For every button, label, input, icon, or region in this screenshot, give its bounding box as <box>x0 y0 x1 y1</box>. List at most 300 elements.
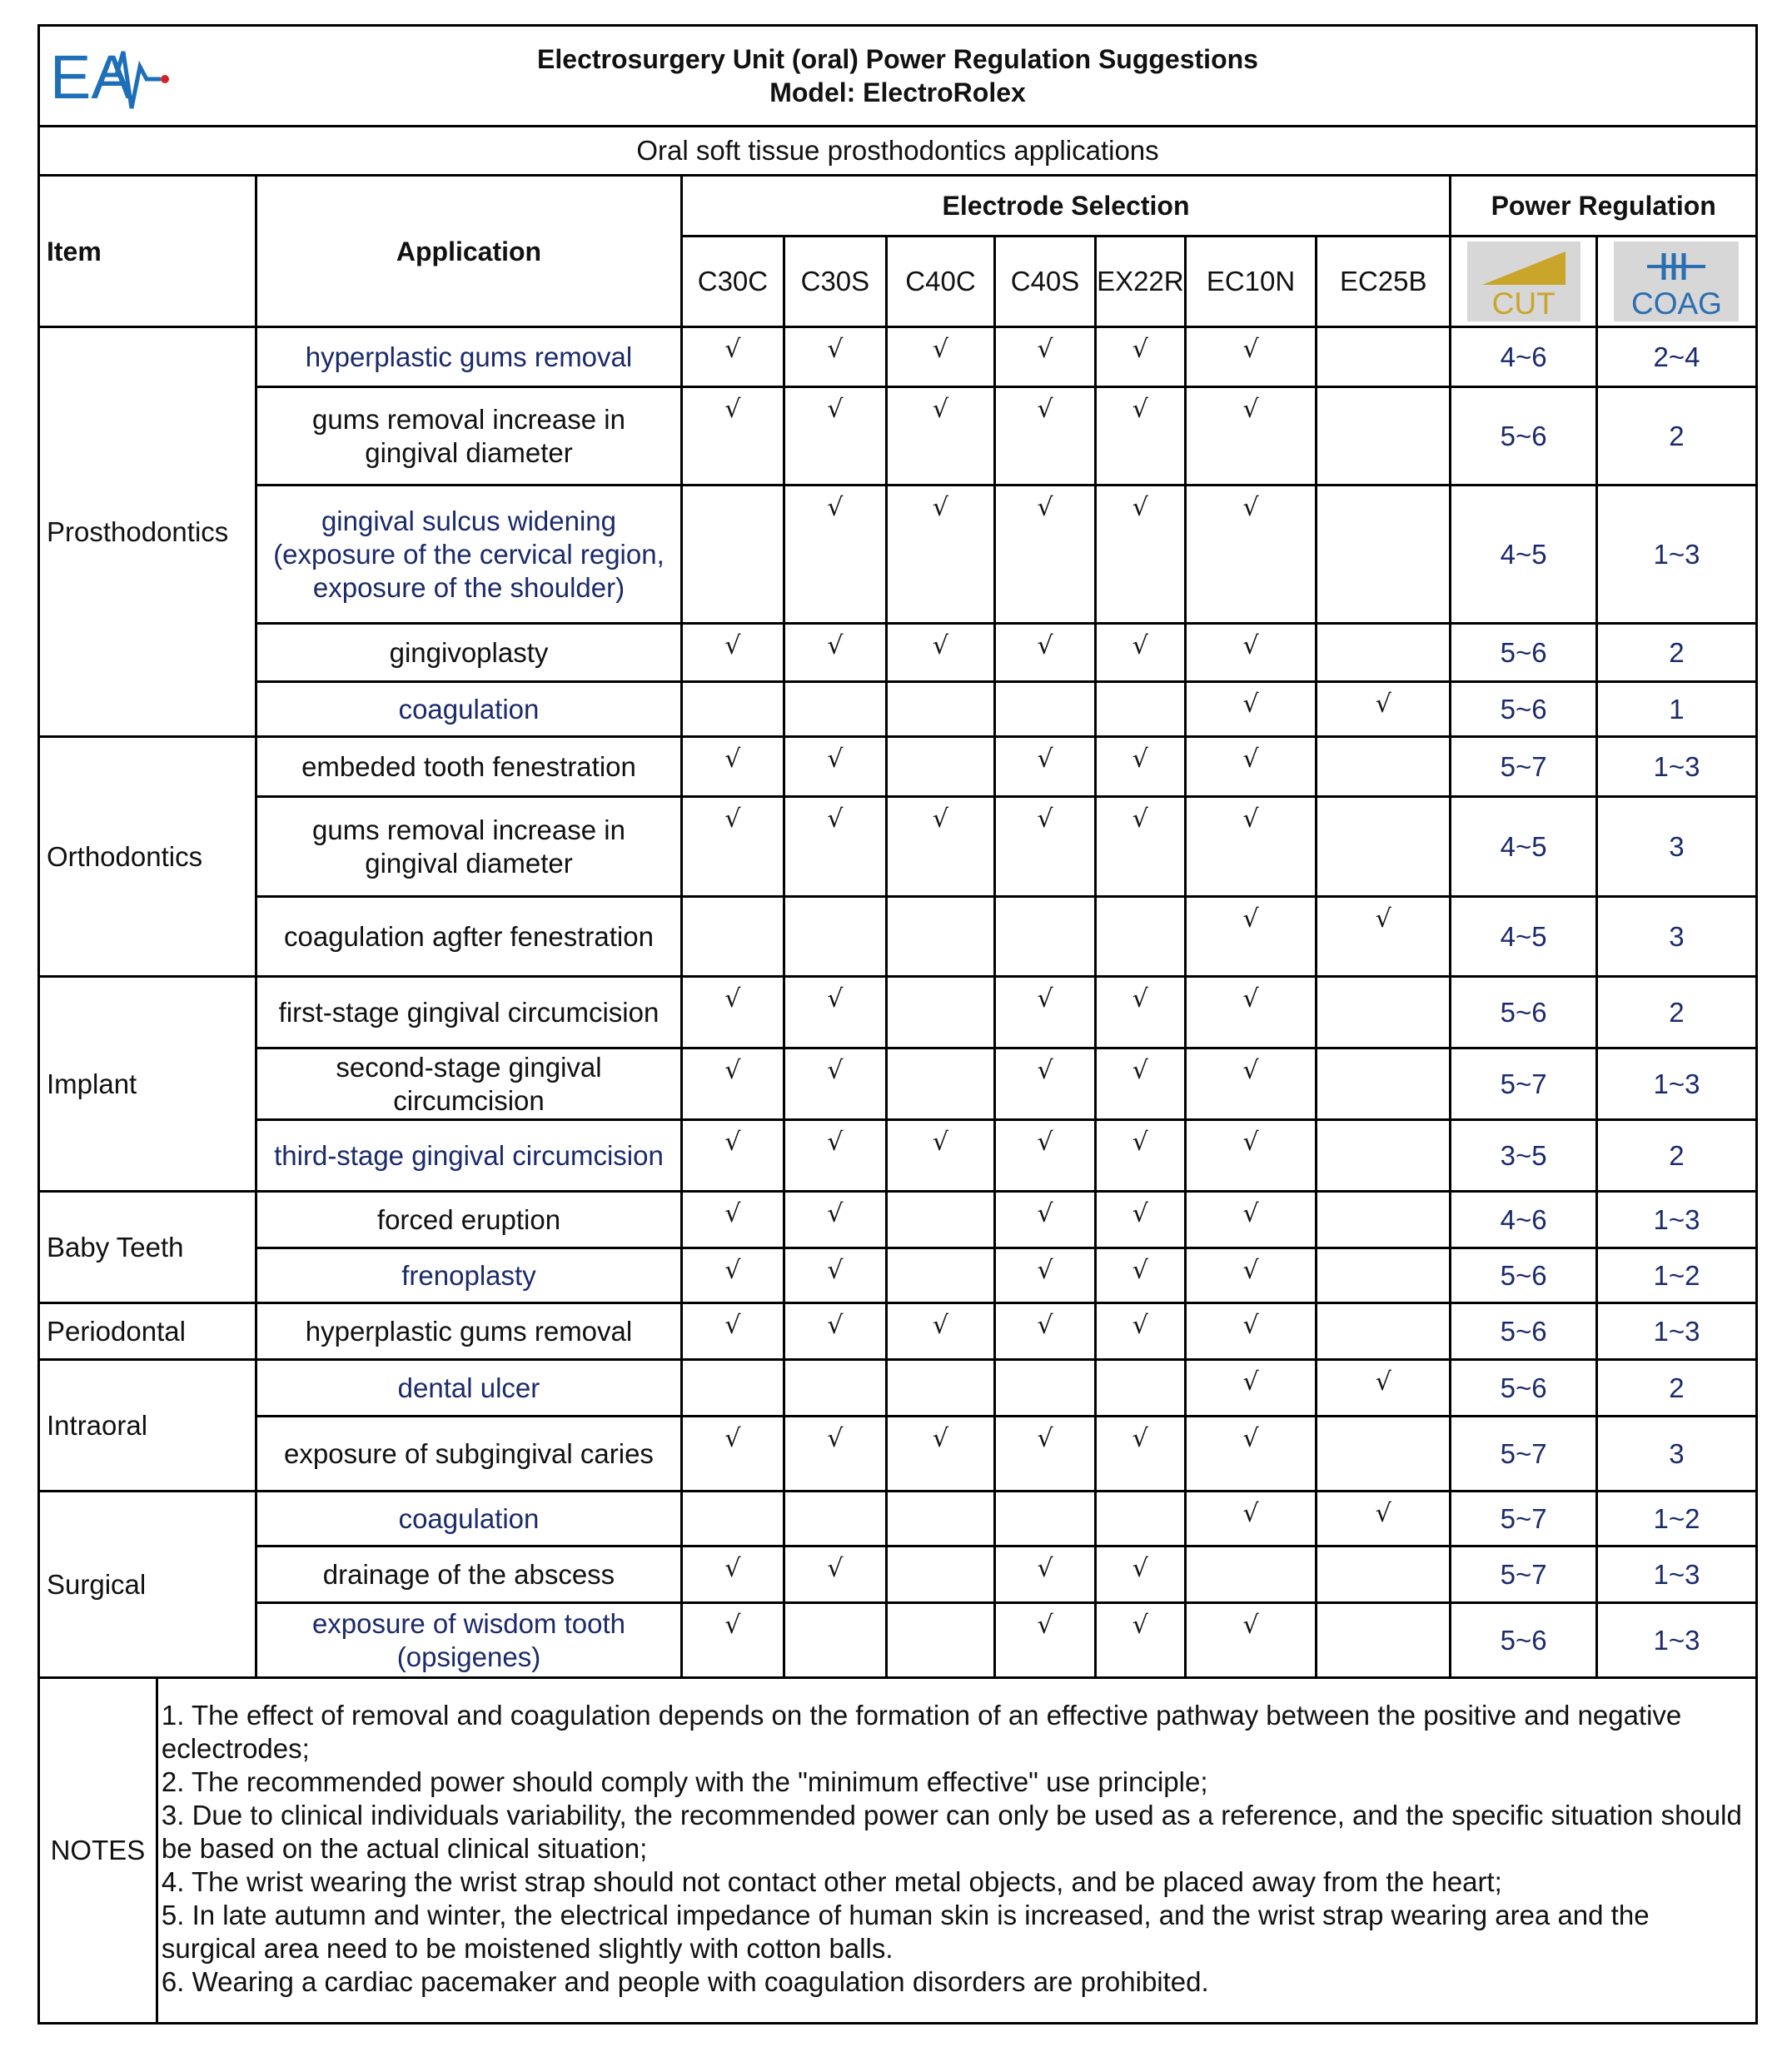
electrode-check-cell <box>1317 897 1451 977</box>
check-mark: √ <box>1132 984 1148 1014</box>
electrode-check-cell <box>681 1360 784 1417</box>
check-mark: √ <box>827 1256 844 1285</box>
electrode-header: EC25B <box>1317 237 1451 327</box>
coag-power-value: 1~2 <box>1596 1492 1756 1546</box>
application-cell: frenoplasty <box>256 1248 681 1303</box>
application-cell: hyperplastic gums removal <box>256 1303 681 1360</box>
company-logo-icon <box>48 33 173 121</box>
cut-power-value: 5~6 <box>1451 977 1597 1048</box>
check-mark: √ <box>1242 1199 1259 1228</box>
check-mark: √ <box>827 1554 844 1583</box>
check-mark: √ <box>1037 395 1053 424</box>
check-mark: √ <box>827 493 844 522</box>
electrode-check-cell <box>1317 1120 1451 1192</box>
note-line: 6. Wearing a cardiac pacemaker and people with coagulation disorders are prohibited. <box>161 1966 1209 1997</box>
electrode-check-cell <box>784 897 886 977</box>
electrode-check-cell <box>1317 387 1451 486</box>
electrode-header: C30C <box>681 237 784 327</box>
electrode-check-cell <box>681 897 784 977</box>
electrode-header: C40C <box>886 237 995 327</box>
electrode-check-cell <box>995 797 1095 897</box>
electrode-check-cell <box>784 1546 886 1603</box>
electrode-check-cell <box>886 897 995 977</box>
coag-power-value: 3 <box>1596 797 1756 897</box>
electrode-check-cell <box>1317 682 1451 737</box>
electrode-check-cell <box>784 1417 886 1492</box>
note-line: 2. The recommended power should comply with the "minimum effective" use principle; <box>161 1766 1208 1797</box>
check-mark: √ <box>724 1611 741 1640</box>
electrode-check-cell <box>995 1303 1095 1360</box>
electrode-check-cell <box>1095 1417 1185 1492</box>
table-row <box>39 624 1757 682</box>
electrode-check-cell <box>1317 327 1451 387</box>
electrode-check-cell <box>995 624 1095 682</box>
electrode-check-cell <box>995 1120 1095 1192</box>
electrode-header: C30S <box>784 237 886 327</box>
electrode-check-cell <box>886 977 995 1048</box>
check-mark: √ <box>827 745 844 774</box>
coag-power-value: 3 <box>1596 897 1756 977</box>
check-mark: √ <box>1132 1311 1148 1340</box>
electrode-check-cell <box>681 1248 784 1303</box>
item-category: Orthodontics <box>39 737 256 977</box>
check-mark: √ <box>1132 335 1148 364</box>
check-mark: √ <box>1242 1424 1259 1453</box>
logo-text: EA <box>50 42 132 112</box>
check-mark: √ <box>827 804 844 834</box>
electrode-check-cell <box>886 682 995 737</box>
electrode-check-cell <box>1185 387 1316 486</box>
check-mark: √ <box>827 631 844 660</box>
note-line: 1. The effect of removal and coagulation depends on the formation of an effective pathway between the positive and negative eclectrodes; <box>161 1700 1682 1764</box>
table-row <box>39 387 1757 486</box>
check-mark: √ <box>932 804 949 834</box>
electrode-check-cell <box>1095 977 1185 1048</box>
check-mark: √ <box>724 984 741 1014</box>
check-mark: √ <box>1132 1256 1148 1285</box>
coag-power-value: 1~3 <box>1596 1048 1756 1120</box>
coag-power-value: 2 <box>1596 1120 1756 1192</box>
check-mark: √ <box>724 631 741 660</box>
electrode-check-cell <box>1185 977 1316 1048</box>
electrode-check-cell <box>1095 624 1185 682</box>
check-mark: √ <box>724 1056 741 1085</box>
note-line: 4. The wrist wearing the wrist strap should not contact other metal objects, and be placed away from the heart; <box>161 1866 1502 1897</box>
check-mark: √ <box>1242 1611 1259 1640</box>
coag-power-value: 1~3 <box>1596 737 1756 797</box>
check-mark: √ <box>1037 493 1053 522</box>
cut-power-value: 5~6 <box>1451 1303 1597 1360</box>
electrode-check-cell <box>681 797 784 897</box>
electrode-check-cell <box>995 1603 1095 1678</box>
electrode-check-cell <box>784 1048 886 1120</box>
coag-power-value: 2 <box>1596 977 1756 1048</box>
electrode-check-cell <box>784 977 886 1048</box>
electrode-check-cell <box>995 897 1095 977</box>
item-category: Prosthodontics <box>39 327 256 737</box>
item-category: Baby Teeth <box>39 1192 256 1303</box>
header-power-regulation: Power Regulation <box>1451 176 1757 237</box>
electrode-check-cell <box>886 1360 995 1417</box>
check-mark: √ <box>932 631 949 660</box>
check-mark: √ <box>827 395 844 424</box>
table-row <box>39 1360 1757 1417</box>
check-mark: √ <box>827 1424 844 1453</box>
notes-body <box>157 1678 1756 2024</box>
electrode-check-cell <box>1185 1417 1316 1492</box>
check-mark: √ <box>724 1554 741 1583</box>
cut-power-value: 5~6 <box>1451 387 1597 486</box>
item-category: Implant <box>39 977 256 1192</box>
check-mark: √ <box>1132 1128 1148 1157</box>
cut-power-value: 4~5 <box>1451 486 1597 624</box>
check-mark: √ <box>1037 1311 1053 1340</box>
check-mark: √ <box>1375 1367 1391 1397</box>
electrode-check-cell <box>1317 1492 1451 1546</box>
electrode-check-cell <box>681 387 784 486</box>
electrode-check-cell <box>1317 1192 1451 1248</box>
check-mark: √ <box>1037 1056 1053 1085</box>
electrode-check-cell <box>995 1048 1095 1120</box>
cut-label: CUT <box>1491 286 1556 321</box>
application-cell: drainage of the abscess <box>256 1546 681 1603</box>
check-mark: √ <box>1132 745 1148 774</box>
electrode-check-cell <box>681 682 784 737</box>
electrode-check-cell <box>1095 486 1185 624</box>
cut-power-value: 4~5 <box>1451 797 1597 897</box>
check-mark: √ <box>724 395 741 424</box>
electrode-check-cell <box>1185 737 1316 797</box>
check-mark: √ <box>1132 395 1148 424</box>
electrode-check-cell <box>1317 1417 1451 1492</box>
item-category: Periodontal <box>39 1303 256 1360</box>
check-mark: √ <box>724 1256 741 1285</box>
electrode-check-cell <box>784 797 886 897</box>
check-mark: √ <box>1132 1611 1148 1640</box>
coag-header <box>1596 237 1756 327</box>
coag-power-value: 1~3 <box>1596 486 1756 624</box>
electrode-check-cell <box>1185 897 1316 977</box>
coag-badge <box>1614 242 1739 321</box>
electrode-check-cell <box>784 624 886 682</box>
check-mark: √ <box>1037 1611 1053 1640</box>
cut-power-value: 5~7 <box>1451 1546 1597 1603</box>
electrode-check-cell <box>995 1492 1095 1546</box>
note-line: 3. Due to clinical individuals variability, the recommended power can only be used as a reference, and the specific situation should be based on the actual clinical situation; <box>161 1800 1742 1864</box>
electrode-check-cell <box>681 1492 784 1546</box>
electrode-check-cell <box>784 1303 886 1360</box>
electrode-check-cell <box>784 387 886 486</box>
coag-power-value: 1~3 <box>1596 1603 1756 1678</box>
electrode-check-cell <box>1317 1360 1451 1417</box>
table-row <box>39 1603 1757 1678</box>
cut-power-value: 5~6 <box>1451 682 1597 737</box>
check-mark: √ <box>827 984 844 1014</box>
header-electrode-selection: Electrode Selection <box>681 176 1451 237</box>
electrode-check-cell <box>995 1417 1095 1492</box>
electrode-check-cell <box>784 1248 886 1303</box>
check-mark: √ <box>1132 1554 1148 1583</box>
item-category: Surgical <box>39 1492 256 1678</box>
table-row <box>39 897 1757 977</box>
check-mark: √ <box>1037 1128 1053 1157</box>
check-mark: √ <box>724 745 741 774</box>
check-mark: √ <box>1037 745 1053 774</box>
application-cell: coagulation <box>256 682 681 737</box>
check-mark: √ <box>1242 690 1259 719</box>
electrode-check-cell <box>1095 1120 1185 1192</box>
table-row <box>39 1492 1757 1546</box>
application-cell: first-stage gingival circumcision <box>256 977 681 1048</box>
electrode-check-cell <box>784 1492 886 1546</box>
electrode-check-cell <box>886 797 995 897</box>
electrode-check-cell <box>886 1417 995 1492</box>
electrode-check-cell <box>1185 1120 1316 1192</box>
application-cell: exposure of wisdom tooth (opsigenes) <box>256 1603 681 1678</box>
electrode-check-cell <box>1095 1360 1185 1417</box>
electrode-check-cell <box>681 1417 784 1492</box>
electrode-check-cell <box>1317 1303 1451 1360</box>
check-mark: √ <box>1242 493 1259 522</box>
check-mark: √ <box>1242 1311 1259 1340</box>
note-line: 5. In late autumn and winter, the electrical impedance of human skin is increased, and the wrist strap wearing area and the surgical area need to be moistened slightly with cotton balls. <box>161 1900 1650 1964</box>
check-mark: √ <box>1242 904 1259 934</box>
cut-power-value: 5~6 <box>1451 624 1597 682</box>
electrode-check-cell <box>886 1048 995 1120</box>
notes-label: NOTES <box>39 1678 157 2024</box>
electrode-check-cell <box>995 737 1095 797</box>
regulation-table <box>37 24 1758 2025</box>
electrode-check-cell <box>681 624 784 682</box>
check-mark: √ <box>724 1199 741 1228</box>
check-mark: √ <box>1242 1056 1259 1085</box>
electrode-check-cell <box>1185 1492 1316 1546</box>
check-mark: √ <box>1037 631 1053 660</box>
header-item: Item <box>39 176 256 327</box>
electrode-check-cell <box>681 1546 784 1603</box>
check-mark: √ <box>724 1424 741 1453</box>
electrode-check-cell <box>1095 1248 1185 1303</box>
application-cell: hyperplastic gums removal <box>256 327 681 387</box>
electrode-check-cell <box>1095 682 1185 737</box>
check-mark: √ <box>1242 631 1259 660</box>
table-row <box>39 1120 1757 1192</box>
cut-badge <box>1467 242 1580 321</box>
electrode-check-cell <box>784 737 886 797</box>
cut-power-value: 4~5 <box>1451 897 1597 977</box>
electrode-check-cell <box>995 327 1095 387</box>
check-mark: √ <box>932 1128 949 1157</box>
electrode-check-cell <box>995 682 1095 737</box>
check-mark: √ <box>1037 1554 1053 1583</box>
check-mark: √ <box>1132 1056 1148 1085</box>
cut-power-value: 5~7 <box>1451 1048 1597 1120</box>
table-row <box>39 327 1757 387</box>
electrode-check-cell <box>1185 1360 1316 1417</box>
electrode-check-cell <box>1185 1048 1316 1120</box>
check-mark: √ <box>1037 1199 1053 1228</box>
electrode-check-cell <box>1095 1303 1185 1360</box>
electrode-check-cell <box>1317 1603 1451 1678</box>
electrode-check-cell <box>886 327 995 387</box>
electrode-check-cell <box>1185 1192 1316 1248</box>
electrode-check-cell <box>681 1192 784 1248</box>
application-cell: gums removal increase in gingival diameter <box>256 797 681 897</box>
check-mark: √ <box>1375 1499 1391 1528</box>
coag-power-value: 3 <box>1596 1417 1756 1492</box>
check-mark: √ <box>1132 804 1148 834</box>
electrode-check-cell <box>995 977 1095 1048</box>
table-row <box>39 1303 1757 1360</box>
coag-power-value: 1~2 <box>1596 1248 1756 1303</box>
cut-power-value: 5~7 <box>1451 1417 1597 1492</box>
electrode-check-cell <box>1317 1248 1451 1303</box>
electrode-check-cell <box>886 1192 995 1248</box>
electrode-check-cell <box>886 1546 995 1603</box>
coag-power-value: 1~3 <box>1596 1546 1756 1603</box>
check-mark: √ <box>827 1199 844 1228</box>
check-mark: √ <box>1132 493 1148 522</box>
application-cell: gingivoplasty <box>256 624 681 682</box>
electrode-check-cell <box>784 327 886 387</box>
check-mark: √ <box>1132 631 1148 660</box>
check-mark: √ <box>724 335 741 364</box>
cut-power-value: 5~6 <box>1451 1360 1597 1417</box>
table-row <box>39 1248 1757 1303</box>
table-row <box>39 737 1757 797</box>
electrode-check-cell <box>1317 797 1451 897</box>
electrode-check-cell <box>1095 387 1185 486</box>
cut-power-value: 4~6 <box>1451 327 1597 387</box>
electrode-check-cell <box>886 387 995 486</box>
coag-capacitor-icon <box>1614 242 1739 291</box>
electrode-check-cell <box>1095 897 1185 977</box>
notes-row <box>39 1678 1757 2024</box>
table-row <box>39 1192 1757 1248</box>
application-cell: third-stage gingival circumcision <box>256 1120 681 1192</box>
check-mark: √ <box>724 1128 741 1157</box>
electrode-check-cell <box>886 624 995 682</box>
model-name: Model: ElectroRolex <box>769 77 1026 107</box>
electrode-check-cell <box>1317 977 1451 1048</box>
electrode-check-cell <box>1317 737 1451 797</box>
electrode-check-cell <box>1095 1192 1185 1248</box>
table-row <box>39 682 1757 737</box>
check-mark: √ <box>1242 1499 1259 1528</box>
check-mark: √ <box>1132 1199 1148 1228</box>
check-mark: √ <box>932 1424 949 1453</box>
coag-power-value: 2 <box>1596 1360 1756 1417</box>
check-mark: √ <box>1242 1128 1259 1157</box>
check-mark: √ <box>1375 904 1391 934</box>
electrode-check-cell <box>1185 682 1316 737</box>
item-category: Intraoral <box>39 1360 256 1492</box>
application-cell: forced eruption <box>256 1192 681 1248</box>
coag-power-value: 1~3 <box>1596 1192 1756 1248</box>
table-row <box>39 797 1757 897</box>
electrode-check-cell <box>1317 486 1451 624</box>
application-cell: embeded tooth fenestration <box>256 737 681 797</box>
electrode-check-cell <box>681 977 784 1048</box>
electrode-check-cell <box>1185 1248 1316 1303</box>
check-mark: √ <box>932 335 949 364</box>
electrode-check-cell <box>995 486 1095 624</box>
electrode-check-cell <box>784 682 886 737</box>
check-mark: √ <box>827 335 844 364</box>
electrode-check-cell <box>886 486 995 624</box>
check-mark: √ <box>932 395 949 424</box>
cut-power-value: 3~5 <box>1451 1120 1597 1192</box>
page-title: Electrosurgery Unit (oral) Power Regulation Suggestions <box>537 44 1258 74</box>
electrode-check-cell <box>1095 1546 1185 1603</box>
electrode-check-cell <box>1095 327 1185 387</box>
subtitle: Oral soft tissue prosthodontics applications <box>39 127 1757 176</box>
power-regulation-sheet <box>37 24 1758 2025</box>
electrode-check-cell <box>1185 327 1316 387</box>
cut-power-value: 5~7 <box>1451 737 1597 797</box>
electrode-check-cell <box>784 1603 886 1678</box>
electrode-check-cell <box>784 1120 886 1192</box>
electrode-check-cell <box>784 1192 886 1248</box>
cut-power-value: 4~6 <box>1451 1192 1597 1248</box>
check-mark: √ <box>1037 1256 1053 1285</box>
check-mark: √ <box>932 493 949 522</box>
check-mark: √ <box>1242 984 1259 1014</box>
cut-ramp-icon <box>1467 242 1580 291</box>
coag-power-value: 2~4 <box>1596 327 1756 387</box>
check-mark: √ <box>827 1056 844 1085</box>
electrode-check-cell <box>1185 486 1316 624</box>
electrode-check-cell <box>1185 797 1316 897</box>
electrode-check-cell <box>886 1492 995 1546</box>
electrode-check-cell <box>1185 624 1316 682</box>
electrode-check-cell <box>886 1248 995 1303</box>
check-mark: √ <box>1037 1424 1053 1453</box>
table-row <box>39 486 1757 624</box>
electrode-check-cell <box>681 1120 784 1192</box>
electrode-check-cell <box>886 1120 995 1192</box>
electrode-check-cell <box>1185 1603 1316 1678</box>
application-cell: gingival sulcus widening (exposure of the cervical region, exposure of the shoulder) <box>256 486 681 624</box>
check-mark: √ <box>724 1311 741 1340</box>
check-mark: √ <box>1242 1367 1259 1397</box>
table-row <box>39 977 1757 1048</box>
title-cell <box>39 26 1757 127</box>
electrode-check-cell <box>784 1360 886 1417</box>
electrode-check-cell <box>681 737 784 797</box>
electrode-check-cell <box>1095 1492 1185 1546</box>
electrode-check-cell <box>681 1048 784 1120</box>
check-mark: √ <box>932 1311 949 1340</box>
table-row <box>39 1417 1757 1492</box>
electrode-check-cell <box>681 327 784 387</box>
table-row <box>39 1048 1757 1120</box>
check-mark: √ <box>827 1311 844 1340</box>
cut-power-value: 5~6 <box>1451 1248 1597 1303</box>
application-cell: exposure of subgingival caries <box>256 1417 681 1492</box>
electrode-check-cell <box>1317 624 1451 682</box>
coag-power-value: 1~3 <box>1596 1303 1756 1360</box>
electrode-check-cell <box>1185 1303 1316 1360</box>
coag-power-value: 2 <box>1596 624 1756 682</box>
application-cell: coagulation <box>256 1492 681 1546</box>
check-mark: √ <box>1132 1424 1148 1453</box>
coag-power-value: 1 <box>1596 682 1756 737</box>
electrode-check-cell <box>1317 1048 1451 1120</box>
electrode-check-cell <box>995 387 1095 486</box>
electrode-check-cell <box>886 1303 995 1360</box>
electrode-header: EC10N <box>1185 237 1316 327</box>
